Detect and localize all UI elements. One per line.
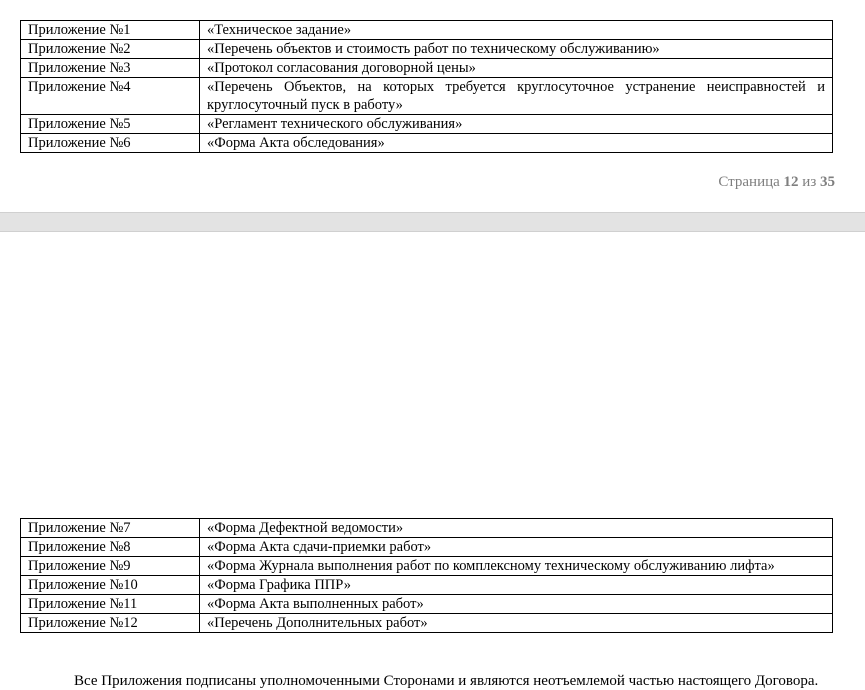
page-number-total: 35 (820, 174, 835, 190)
appendix-number: Приложение №6 (21, 134, 200, 153)
appendix-title: «Протокол согласования договорной цены» (200, 59, 833, 78)
appendix-row (21, 557, 833, 576)
appendix-title: «Регламент технического обслуживания» (200, 115, 833, 134)
appendix-row (21, 40, 833, 59)
document-page-12 (0, 0, 865, 212)
page-number (718, 174, 835, 191)
document-page-13 (0, 232, 865, 689)
appendix-number: Приложение №2 (21, 40, 200, 59)
appendix-table-top (20, 20, 833, 153)
appendix-row (21, 59, 833, 78)
appendix-row (21, 576, 833, 595)
appendix-title: «Форма Акта обследования» (200, 134, 833, 153)
appendix-row (21, 595, 833, 614)
page-separator (0, 212, 865, 232)
appendix-title: «Перечень Объектов, на которых требуется круглосуточное устранение неисправностей и круглосуточный пуск в работу» (200, 78, 833, 115)
appendix-title: «Форма Акта выполненных работ» (200, 595, 833, 614)
appendix-number: Приложение №12 (21, 614, 200, 633)
appendix-number: Приложение №10 (21, 576, 200, 595)
appendix-row (21, 134, 833, 153)
appendix-title: «Форма Графика ППР» (200, 576, 833, 595)
appendix-row (21, 78, 833, 115)
appendix-number: Приложение №9 (21, 557, 200, 576)
appendix-table-bottom (20, 518, 833, 633)
appendix-number: Приложение №1 (21, 21, 200, 40)
appendix-row (21, 614, 833, 633)
appendix-number: Приложение №8 (21, 538, 200, 557)
appendix-number: Приложение №4 (21, 78, 200, 115)
appendix-title: «Форма Дефектной ведомости» (200, 519, 833, 538)
page-number-of: из (802, 174, 817, 190)
appendix-number: Приложение №3 (21, 59, 200, 78)
appendix-title: «Форма Журнала выполнения работ по комплексному техническому обслуживанию лифта» (200, 557, 833, 576)
appendix-title: «Форма Акта сдачи-приемки работ» (200, 538, 833, 557)
appendix-row (21, 115, 833, 134)
appendix-title: «Перечень объектов и стоимость работ по техническому обслуживанию» (200, 40, 833, 59)
appendix-title: «Техническое задание» (200, 21, 833, 40)
appendix-number: Приложение №5 (21, 115, 200, 134)
appendix-row (21, 519, 833, 538)
appendix-title: «Перечень Дополнительных работ» (200, 614, 833, 633)
appendix-row (21, 538, 833, 557)
appendix-row (21, 21, 833, 40)
body-paragraph-cut: Все Приложения подписаны уполномоченными Сторонами и являются неотъемлемой частью настоящего Договора. (74, 673, 819, 689)
appendix-number: Приложение №7 (21, 519, 200, 538)
appendix-number: Приложение №11 (21, 595, 200, 614)
page-number-prefix: Страница (718, 174, 780, 190)
page-number-current: 12 (783, 174, 799, 190)
